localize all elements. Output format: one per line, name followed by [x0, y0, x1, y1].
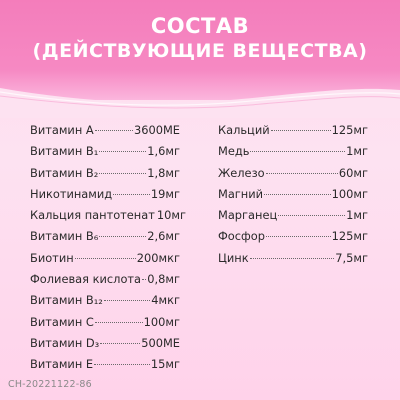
dot-leader	[95, 322, 143, 323]
list-item	[218, 226, 368, 247]
list-item	[30, 205, 186, 226]
ingredient-value: 100мг	[143, 314, 180, 329]
ingredient-value: 15мг	[150, 357, 180, 372]
ingredient-value: 4мкг	[151, 293, 180, 308]
list-item	[218, 141, 368, 162]
right-ingredient-list	[218, 120, 368, 269]
dot-leader	[99, 173, 146, 174]
dot-leader	[113, 194, 150, 195]
list-item	[30, 226, 180, 247]
ingredient-name: Витамин A	[30, 123, 94, 137]
dot-leader	[99, 236, 146, 237]
ingredient-name: Витамин E	[30, 357, 94, 372]
dot-leader	[266, 173, 338, 174]
dot-leader	[250, 258, 335, 259]
dot-leader	[100, 343, 140, 344]
dot-leader	[142, 279, 146, 280]
list-item	[218, 248, 368, 269]
ingredient-value: 200мкг	[136, 250, 180, 265]
ingredient-value: 3600МЕ	[133, 123, 180, 137]
ingredient-value: 60мг	[338, 165, 368, 180]
dot-leader	[94, 364, 150, 365]
ingredient-value: 1мг	[346, 144, 368, 159]
list-item	[30, 141, 180, 162]
ingredient-name: Биотин	[30, 250, 74, 265]
ingredient-name: Железо	[218, 165, 265, 180]
list-item	[30, 248, 180, 269]
ingredient-value: 100мг	[331, 186, 368, 201]
page-title: СОСТАВ	[150, 14, 250, 38]
document-code: СН-20221122-86	[8, 379, 92, 390]
dot-leader	[104, 300, 150, 301]
ingredient-name: Витамин B₁₂	[30, 293, 103, 308]
ingredient-name: Витамин D₃	[30, 335, 100, 350]
list-item	[30, 163, 180, 184]
list-item	[218, 205, 368, 226]
list-item	[30, 269, 180, 290]
list-item	[30, 354, 180, 375]
list-item	[30, 333, 180, 354]
ingredient-name: Фолиевая кислота	[30, 272, 142, 287]
ingredient-value: 125мг	[331, 229, 368, 244]
ingredient-value: 1,8мг	[147, 165, 180, 180]
ingredient-value: 19мг	[150, 186, 180, 201]
dot-leader	[250, 151, 345, 152]
ingredient-name: Цинк	[218, 250, 249, 265]
ingredient-name: Витамин C	[30, 314, 94, 329]
ingredient-name: Никотинамид	[30, 186, 113, 201]
list-item	[218, 163, 368, 184]
ingredient-name: Фосфор	[218, 229, 265, 244]
ingredient-name: Витамин B₆	[30, 229, 99, 244]
ingredient-name: Кальция пантотенат	[30, 208, 155, 223]
dot-leader	[271, 130, 331, 131]
dot-leader	[95, 130, 133, 131]
list-item	[30, 184, 180, 205]
dot-leader	[278, 215, 345, 216]
list-item	[30, 312, 180, 333]
ingredient-value: 1мг	[346, 208, 368, 223]
ingredient-value: 2,6мг	[147, 229, 180, 244]
dot-leader	[99, 151, 146, 152]
ingredient-value: 1,6мг	[147, 144, 180, 159]
ingredient-name: Медь	[218, 144, 250, 159]
ingredient-name: Магний	[218, 186, 264, 201]
ingredient-name: Витамин B₂	[30, 165, 99, 180]
ingredient-value: 7,5мг	[335, 250, 368, 265]
dot-leader	[266, 236, 331, 237]
list-item	[30, 290, 180, 311]
list-item	[30, 120, 180, 141]
page-subtitle: (ДЕЙСТВУЮЩИЕ ВЕЩЕСТВА)	[32, 40, 368, 62]
list-item	[218, 184, 368, 205]
ingredient-name: Марганец	[218, 208, 278, 223]
ingredient-value: 500МЕ	[141, 335, 180, 350]
dot-leader	[75, 258, 136, 259]
ingredient-value: 10мг	[156, 208, 186, 223]
list-item	[218, 120, 368, 141]
left-ingredient-list	[30, 120, 186, 376]
ingredient-name: Витамин B₁	[30, 144, 99, 159]
ingredient-value: 0,8мг	[147, 272, 180, 287]
header-wave	[0, 78, 400, 118]
ingredient-name: Кальций	[218, 123, 270, 137]
dot-leader	[264, 194, 331, 195]
ingredient-value: 125мг	[331, 123, 368, 137]
